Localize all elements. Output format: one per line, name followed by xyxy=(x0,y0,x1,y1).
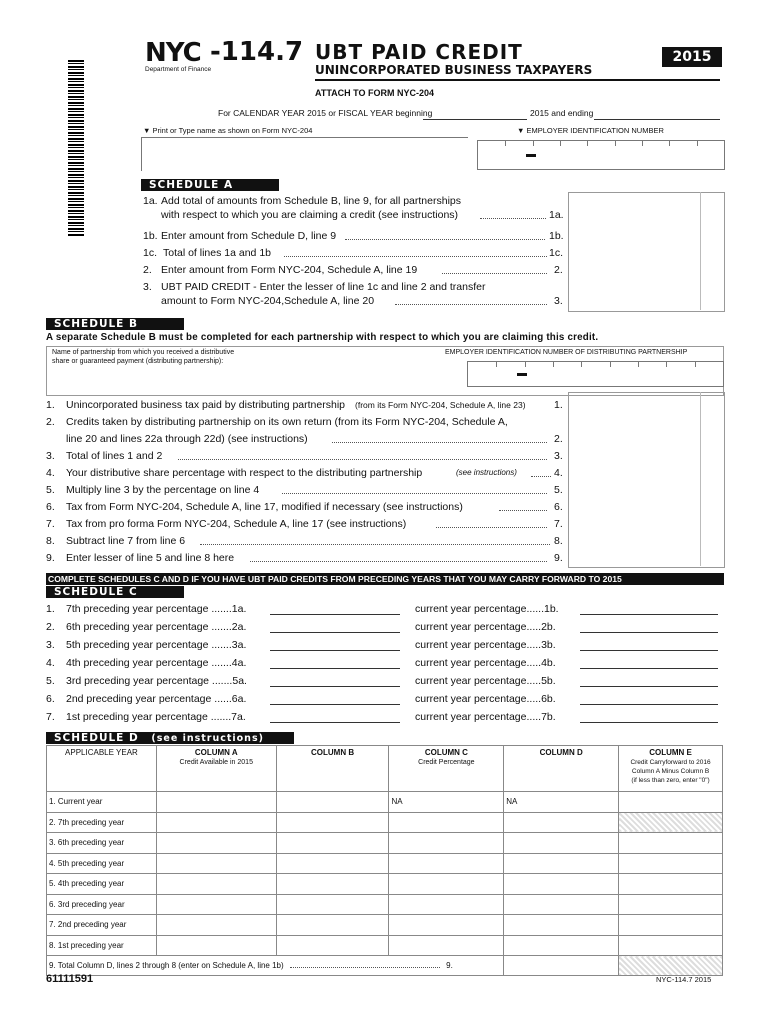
form-subtitle: UNINCORPORATED BUSINESS TAXPAYERS xyxy=(315,63,593,77)
c-row-3a-field[interactable] xyxy=(270,650,400,651)
b-line-2-text2: line 20 and lines 22a through 22d) (see instructions) xyxy=(66,433,308,445)
b-line-4-small: (see instructions) xyxy=(456,468,517,477)
col-c-header: COLUMN C Credit Percentage xyxy=(389,746,504,792)
b-line-4-text: Your distributive share percentage with respect to the distributing partnership xyxy=(66,467,423,479)
carryforward-banner-text: COMPLETE SCHEDULES C AND D IF YOU HAVE UBT PAID CREDITS FROM PRECEDING YEARS THAT YOU MAY CARRY FORWARD TO 2015 xyxy=(48,574,622,584)
name-label: ▼ Print or Type name as shown on Form NYC-204 xyxy=(143,126,313,135)
d-row-2 xyxy=(47,812,723,833)
ein-digit-separator xyxy=(669,141,670,146)
period-begin-field[interactable] xyxy=(423,119,527,120)
d-cell-b[interactable] xyxy=(276,853,389,874)
c-row-6-num: 6. xyxy=(46,693,55,705)
ein-digit-separator xyxy=(525,362,526,367)
c-row-7-right: current year percentage.....7b. xyxy=(415,711,556,723)
year-text: 2015 xyxy=(672,49,712,65)
d-cell-e[interactable] xyxy=(619,915,723,936)
schedule-d-title: SCHEDULE D xyxy=(54,732,139,744)
b-line-8-text: Subtract line 7 from line 6 xyxy=(66,535,186,547)
d-cell-c[interactable] xyxy=(389,915,504,936)
d-row-4 xyxy=(47,853,723,874)
attach-label: ATTACH TO FORM NYC-204 xyxy=(315,88,435,98)
d-row-5 xyxy=(47,874,723,895)
b-line-8-num: 8. xyxy=(46,535,55,547)
c-row-6-label: 2nd preceding year percentage ......6a. xyxy=(66,693,247,705)
c-row-2-label: 6th preceding year percentage .......2a. xyxy=(66,621,247,633)
c-row-1a-field[interactable] xyxy=(270,614,400,615)
b-line-9-ref: 9. xyxy=(554,552,563,564)
ein-digit-separator xyxy=(560,141,561,146)
ein-digit-separator xyxy=(638,362,639,367)
col-e-header: COLUMN E Credit Carryforward to 2016 Column A Minus Column B (if less than zero, enter "0") xyxy=(619,746,723,792)
col-a-header: COLUMN A Credit Available in 2015 xyxy=(156,746,276,792)
d-cell-a[interactable] xyxy=(156,874,276,895)
d-cell-b[interactable] xyxy=(276,915,389,936)
d-cell-b[interactable] xyxy=(276,812,389,833)
d-cell-d[interactable] xyxy=(504,853,619,874)
c-row-5-num: 5. xyxy=(46,675,55,687)
a-line-3-text: UBT PAID CREDIT - Enter the lesser of line 1c and line 2 and transfer xyxy=(161,281,486,293)
b-line-1-small: (from its Form NYC-204, Schedule A, line 23) xyxy=(355,400,526,410)
ein-digit-separator xyxy=(642,141,643,146)
schedule-b-cents-divider xyxy=(700,392,701,566)
d-cell-e[interactable] xyxy=(619,935,723,956)
d-cell-b[interactable] xyxy=(276,894,389,915)
d-row-label: 8. 1st preceding year xyxy=(47,935,157,956)
b-line-3-text: Total of lines 1 and 2 xyxy=(66,450,163,462)
d-cell-a[interactable] xyxy=(156,935,276,956)
d-cell-e-shaded xyxy=(619,812,723,833)
d-cell-a[interactable] xyxy=(156,915,276,936)
d-cell-c[interactable] xyxy=(389,894,504,915)
ein-digit-separator xyxy=(610,362,611,367)
d-row-label: 1. Current year xyxy=(47,792,157,813)
d-total-cell[interactable] xyxy=(504,956,619,976)
b-line-5-ref: 5. xyxy=(554,484,563,496)
d-row-label: 2. 7th preceding year xyxy=(47,812,157,833)
a-line-1a-num: 1a. xyxy=(143,195,158,207)
d-cell-e[interactable] xyxy=(619,833,723,854)
d-cell-e[interactable] xyxy=(619,792,723,813)
b-line-9-text: Enter lesser of line 5 and line 8 here xyxy=(66,552,235,564)
c-row-5-right: current year percentage.....5b. xyxy=(415,675,556,687)
c-row-7b-field[interactable] xyxy=(580,722,718,723)
d-row-label: 7. 2nd preceding year xyxy=(47,915,157,936)
c-row-7-num: 7. xyxy=(46,711,55,723)
b-line-2-num: 2. xyxy=(46,416,55,428)
a-line-1a-ref: 1a. xyxy=(549,209,564,221)
b-line-5-text: Multiply line 3 by the percentage on line 4 xyxy=(66,484,260,496)
schedule-b-amount-column[interactable] xyxy=(568,392,725,568)
b-line-1-ref: 1. xyxy=(554,399,563,411)
c-row-3-label: 5th preceding year percentage .......3a. xyxy=(66,639,247,651)
b-line-3-ref: 3. xyxy=(554,450,563,462)
d-row-label: 4. 5th preceding year xyxy=(47,853,157,874)
d-cell-c[interactable] xyxy=(389,812,504,833)
ein-digit-separator xyxy=(697,141,698,146)
b-line-8-ref: 8. xyxy=(554,535,563,547)
ein-digit-separator xyxy=(533,141,534,146)
a-line-1a-text2: with respect to which you are claiming a credit (see instructions) xyxy=(161,209,459,221)
d-row-3 xyxy=(47,833,723,854)
d-cell-b[interactable] xyxy=(276,935,389,956)
form-number: -114.7 xyxy=(210,37,304,67)
schedule-b-note: A separate Schedule B must be completed for each partnership with respect to which you are claiming this credit. xyxy=(46,332,599,343)
ein-digit-separator xyxy=(553,362,554,367)
d-row-8 xyxy=(47,935,723,956)
c-row-2-right: current year percentage.....2b. xyxy=(415,621,556,633)
d-cell-c: NA xyxy=(389,792,504,813)
schedule-a-amount-column[interactable] xyxy=(568,192,725,312)
ein-digit-separator xyxy=(615,141,616,146)
a-line-3-ref: 3. xyxy=(554,295,563,307)
d-row-6 xyxy=(47,894,723,915)
d-cell-a[interactable] xyxy=(156,894,276,915)
b-line-6-num: 6. xyxy=(46,501,55,513)
d-row-7 xyxy=(47,915,723,936)
a-line-1c-text: Total of lines 1a and 1b xyxy=(163,247,271,259)
d-total-e-shaded xyxy=(619,956,723,976)
d-cell-d[interactable] xyxy=(504,915,619,936)
a-line-2-num: 2. xyxy=(143,264,152,276)
c-row-2b-field[interactable] xyxy=(580,632,718,633)
d-cell-b[interactable] xyxy=(276,874,389,895)
d-cell-c[interactable] xyxy=(389,935,504,956)
d-cell-a[interactable] xyxy=(156,812,276,833)
schedule-a-cents-divider xyxy=(700,192,701,310)
schedule-a-header xyxy=(141,179,279,191)
ein-dash xyxy=(526,154,536,157)
a-line-1c-ref: 1c. xyxy=(549,247,564,259)
a-line-1b-ref: 1b. xyxy=(549,230,564,242)
schedule-c-header xyxy=(46,586,184,598)
c-row-5-label: 3rd preceding year percentage .......5a. xyxy=(66,675,247,687)
schedule-b-header xyxy=(46,318,184,330)
partnership-ein-label: EMPLOYER IDENTIFICATION NUMBER OF DISTRIBUTING PARTNERSHIP xyxy=(445,349,688,356)
b-line-3-num: 3. xyxy=(46,450,55,462)
b-line-4-num: 4. xyxy=(46,467,55,479)
title-rule xyxy=(315,79,720,81)
d-cell-b[interactable] xyxy=(276,792,389,813)
ein-digit-separator xyxy=(496,362,497,367)
partnership-name-label: Name of partnership from which you received a distributive xyxy=(52,349,235,356)
b-line-6-ref: 6. xyxy=(554,501,563,513)
c-row-6b-field[interactable] xyxy=(580,704,718,705)
c-row-6-right: current year percentage.....6b. xyxy=(415,693,556,705)
schedule-d-note: (see instructions) xyxy=(151,733,264,744)
c-row-7-label: 1st preceding year percentage .......7a. xyxy=(66,711,246,723)
a-line-2-ref: 2. xyxy=(554,264,563,276)
c-row-6a-field[interactable] xyxy=(270,704,400,705)
d-cell-e[interactable] xyxy=(619,894,723,915)
a-line-1b-text: Enter amount from Schedule D, line 9 xyxy=(161,230,337,242)
col-d-header: COLUMN D xyxy=(504,746,619,792)
c-row-3b-field[interactable] xyxy=(580,650,718,651)
c-row-2a-field[interactable] xyxy=(270,632,400,633)
c-row-5a-field[interactable] xyxy=(270,686,400,687)
c-row-5b-field[interactable] xyxy=(580,686,718,687)
c-row-4-label: 4th preceding year percentage .......4a. xyxy=(66,657,247,669)
a-line-3-num: 3. xyxy=(143,281,152,293)
ein-digit-separator xyxy=(505,141,506,146)
c-row-2-num: 2. xyxy=(46,621,55,633)
b-line-7-num: 7. xyxy=(46,518,55,530)
d-line-9-label: 9. Total Column D, lines 2 through 8 (enter on Schedule A, line 1b) 9. xyxy=(47,956,504,976)
period-label: For CALENDAR YEAR 2015 or FISCAL YEAR beginning xyxy=(218,108,433,118)
c-row-1b-field[interactable] xyxy=(580,614,718,615)
d-cell-b[interactable] xyxy=(276,833,389,854)
schedule-c-title: SCHEDULE C xyxy=(54,586,138,598)
ein-digit-separator xyxy=(587,141,588,146)
d-cell-a[interactable] xyxy=(156,853,276,874)
d-row-label: 5. 4th preceding year xyxy=(47,874,157,895)
partnership-name-label2: share or guaranteed payment (distributing partnership): xyxy=(52,358,224,365)
c-row-7a-field[interactable] xyxy=(270,722,400,723)
c-row-4-right: current year percentage.....4b. xyxy=(415,657,556,669)
schedule-d-table xyxy=(46,745,723,976)
c-row-4b-field[interactable] xyxy=(580,668,718,669)
period-end-field[interactable] xyxy=(594,119,720,120)
a-line-1c-num: 1c. xyxy=(143,247,158,259)
carryforward-banner xyxy=(46,573,724,585)
ein-label: ▼ EMPLOYER IDENTIFICATION NUMBER xyxy=(517,126,664,135)
schedule-b-title: SCHEDULE B xyxy=(54,318,138,330)
ein-digit-separator xyxy=(666,362,667,367)
d-cell-c[interactable] xyxy=(389,853,504,874)
d-cell-d[interactable] xyxy=(504,874,619,895)
d-cell-c[interactable] xyxy=(389,833,504,854)
c-row-4-num: 4. xyxy=(46,657,55,669)
d-cell-d[interactable] xyxy=(504,812,619,833)
period-end-label: 2015 and ending xyxy=(530,108,594,118)
c-row-1-label: 7th preceding year percentage .......1a. xyxy=(66,603,247,615)
b-line-6-text: Tax from Form NYC-204, Schedule A, line 17, modified if necessary (see instructions) xyxy=(66,501,463,513)
b-line-4-ref: 4. xyxy=(554,467,563,479)
schedule-a-title: SCHEDULE A xyxy=(149,179,234,191)
c-row-4a-field[interactable] xyxy=(270,668,400,669)
d-cell-d[interactable] xyxy=(504,935,619,956)
form-code: 61111591 xyxy=(46,973,94,985)
d-cell-c[interactable] xyxy=(389,874,504,895)
d-row-1 xyxy=(47,792,723,813)
barcode xyxy=(68,60,84,236)
form-id: NYC-114.7 2015 xyxy=(656,975,712,984)
d-cell-d[interactable] xyxy=(504,894,619,915)
d-cell-d[interactable] xyxy=(504,833,619,854)
c-row-1-right: current year percentage......1b. xyxy=(415,603,559,615)
d-row-label: 6. 3rd preceding year xyxy=(47,894,157,915)
form-title: UBT PAID CREDIT xyxy=(315,40,523,64)
department-label: Department of Finance xyxy=(145,66,212,73)
d-cell-a[interactable] xyxy=(156,792,276,813)
nyc-logo: NYC xyxy=(145,38,201,68)
ein-digit-separator xyxy=(695,362,696,367)
c-row-3-num: 3. xyxy=(46,639,55,651)
b-line-2-text: Credits taken by distributing partnership on its own return (from its Form NYC-204, Schedule A, xyxy=(66,416,508,428)
d-cell-d: NA xyxy=(504,792,619,813)
partnership-name-field[interactable] xyxy=(52,370,452,388)
a-line-2-text: Enter amount from Form NYC-204, Schedule A, line 19 xyxy=(161,264,418,276)
partnership-ein-field[interactable] xyxy=(467,361,724,387)
col-year-header: APPLICABLE YEAR xyxy=(47,746,157,792)
taxpayer-name-field[interactable] xyxy=(141,137,468,171)
b-line-9-num: 9. xyxy=(46,552,55,564)
a-line-1b-num: 1b. xyxy=(143,230,158,242)
d-cell-e[interactable] xyxy=(619,874,723,895)
b-line-5-num: 5. xyxy=(46,484,55,496)
b-line-1-text: Unincorporated business tax paid by distributing partnership xyxy=(66,399,345,411)
col-b-header: COLUMN B xyxy=(276,746,389,792)
partnership-ein-dash xyxy=(517,373,527,376)
a-line-1a-text: Add total of amounts from Schedule B, line 9, for all partnerships xyxy=(161,195,461,207)
ein-digit-separator xyxy=(581,362,582,367)
d-row-9 xyxy=(47,956,723,976)
b-line-7-ref: 7. xyxy=(554,518,563,530)
schedule-d-header xyxy=(46,732,294,744)
a-line-3-text2: amount to Form NYC-204,Schedule A, line 20 xyxy=(161,295,375,307)
c-row-1-num: 1. xyxy=(46,603,55,615)
d-row-label: 3. 6th preceding year xyxy=(47,833,157,854)
d-cell-a[interactable] xyxy=(156,833,276,854)
b-line-1-num: 1. xyxy=(46,399,55,411)
b-line-7-text: Tax from pro forma Form NYC-204, Schedule A, line 17 (see instructions) xyxy=(66,518,407,530)
c-row-3-right: current year percentage.....3b. xyxy=(415,639,556,651)
b-line-2-ref: 2. xyxy=(554,433,563,445)
d-cell-e[interactable] xyxy=(619,853,723,874)
year-badge xyxy=(662,47,722,67)
ein-field[interactable] xyxy=(477,140,725,170)
